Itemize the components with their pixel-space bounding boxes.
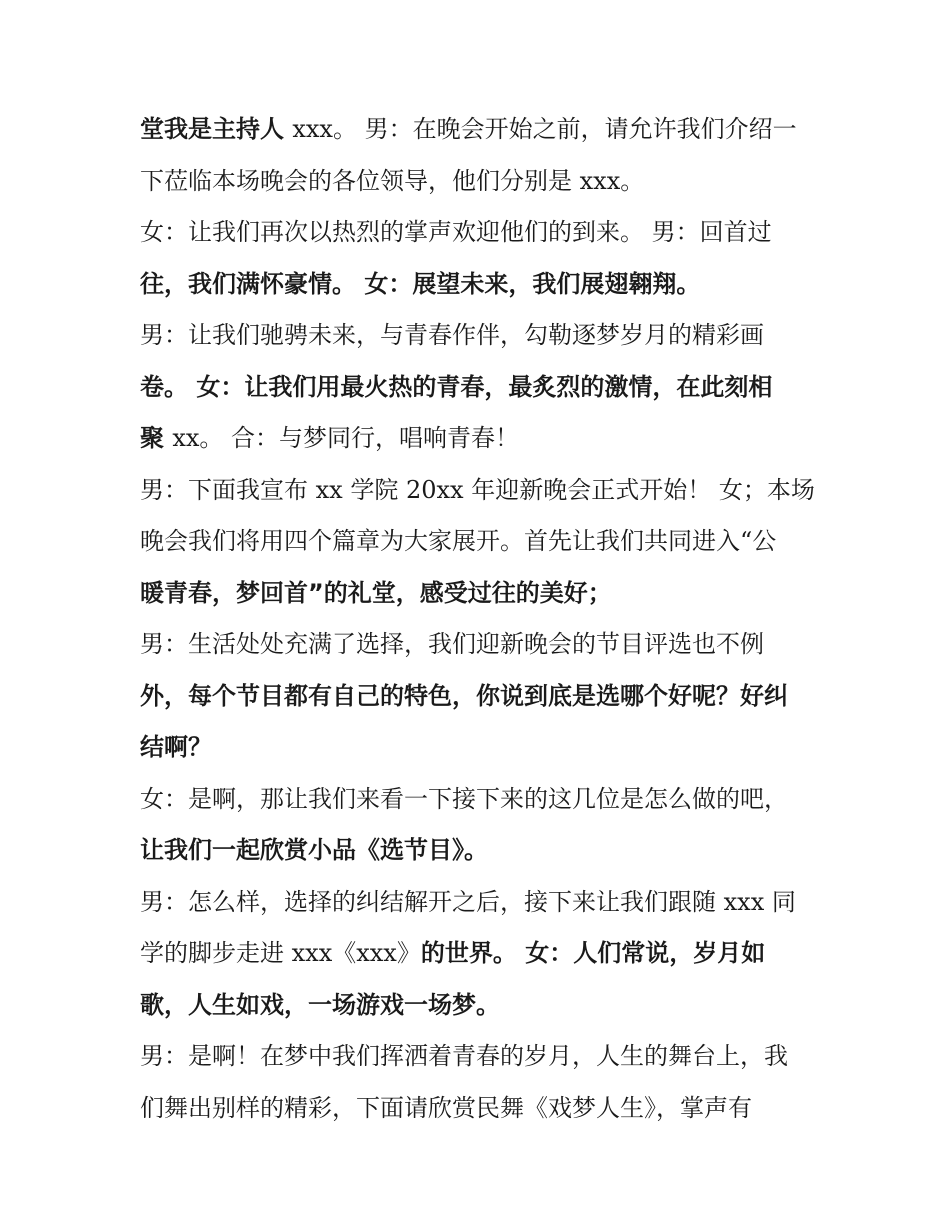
text-line-11 <box>140 619 820 671</box>
text-run: 堂我是主持人 <box>140 115 293 143</box>
text-line-1 <box>140 104 820 156</box>
text-line-16 <box>140 877 820 929</box>
text-run: 晚会我们将用四个篇章为大家展开。首先让我们共同进入“公 <box>140 527 777 555</box>
text-run: 的世界。 女：人们常说，岁月如 <box>420 939 766 967</box>
text-run: 暖青春，梦回首”的礼堂，感受过往的美好； <box>140 578 612 607</box>
text-run: 歌，人生如戏，一场游戏一场梦。 <box>140 990 500 1019</box>
text-run: 往，我们满怀豪情。 女：展望未来，我们展翅翱翔。 <box>140 269 701 298</box>
text-line-2 <box>140 156 820 208</box>
text-run: xxx。 男：在晚会开始之前，请允许我们介绍一 <box>292 115 797 143</box>
text-run: 学的脚步走进 xxx《xxx》 <box>140 939 421 967</box>
text-line-3 <box>140 207 820 259</box>
text-run: 们舞出别样的精彩，下面请欣赏民舞《戏梦人生》，掌声有 <box>140 1093 752 1122</box>
text-line-20 <box>140 1083 820 1135</box>
text-run: 结啊？ <box>140 733 212 761</box>
text-run: 卷。 女：让我们用最火热的青春，最炙烈的激情，在此刻相 <box>140 372 773 401</box>
text-run: 外，每个节目都有自己的特色，你说到底是选哪个好呢？好纠 <box>140 681 788 710</box>
text-run: xx。 合：与梦同行，唱响青春！ <box>172 424 520 452</box>
text-line-18 <box>140 980 820 1032</box>
text-run: 女：让我们再次以热烈的掌声欢迎他们的到来。 男：回首过 <box>140 218 772 246</box>
text-line-9 <box>140 516 820 568</box>
text-run: 男：让我们驰骋未来，与青春作伴，勾勒逐梦岁月的精彩画 <box>140 321 764 349</box>
text-run: 下莅临本场晚会的各位领导，他们分别是 xxx。 <box>140 166 645 195</box>
text-line-19 <box>140 1031 820 1083</box>
text-run: 聚 <box>140 424 173 452</box>
text-run: 让我们一起欣赏小品《选节目》。 <box>140 836 488 864</box>
text-line-5 <box>140 310 820 362</box>
document-body <box>140 104 820 1134</box>
text-line-12 <box>140 671 820 723</box>
text-line-7 <box>140 413 820 465</box>
text-run: 女：是啊，那让我们来看一下接下来的这几位是怎么做的吧， <box>140 784 788 813</box>
text-line-8 <box>140 465 820 517</box>
text-line-14 <box>140 774 820 826</box>
text-line-17 <box>140 928 820 980</box>
text-run: 男：怎么样，选择的纠结解开之后，接下来让我们跟随 xxx 同 <box>140 887 796 916</box>
text-line-15 <box>140 825 820 877</box>
text-line-6 <box>140 362 820 414</box>
text-run: 男：是啊！在梦中我们挥洒着青春的岁月，人生的舞台上，我 <box>140 1042 788 1070</box>
text-run: 男：生活处处充满了选择，我们迎新晚会的节目评选也不例 <box>140 630 764 658</box>
text-line-4 <box>140 259 820 311</box>
text-line-10 <box>140 568 820 620</box>
text-run: 男：下面我宣布 xx 学院 20xx 年迎新晚会正式开始！ 女；本场 <box>140 475 815 504</box>
text-line-13 <box>140 722 820 774</box>
